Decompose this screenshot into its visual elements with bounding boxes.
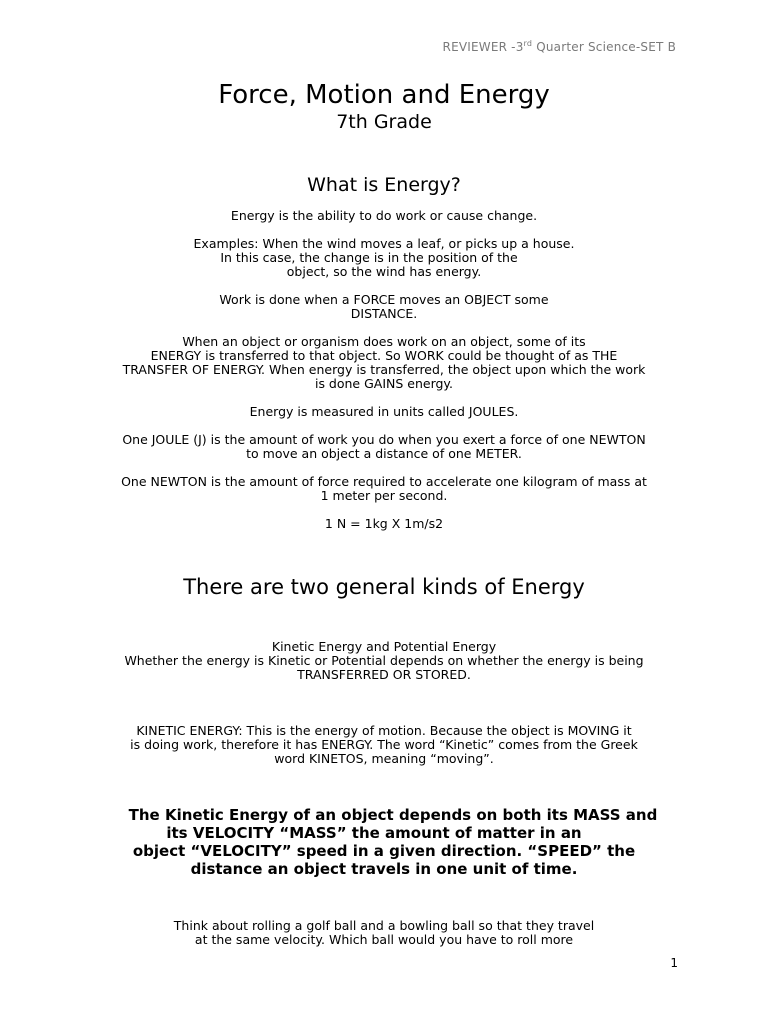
- section-heading-kinds-of-energy: There are two general kinds of Energy: [183, 575, 585, 599]
- paragraph-newton-definition: [0, 475, 768, 503]
- text-line: its VELOCITY “MASS” the amount of matter in an: [166, 824, 582, 842]
- paragraph-examples: [0, 237, 768, 279]
- section-heading-what-is-energy: What is Energy?: [307, 174, 461, 196]
- text-line: Whether the energy is Kinetic or Potential depends on whether the energy is being: [124, 653, 644, 668]
- paragraph-kinetic-dependence: [0, 806, 768, 878]
- header-superscript: rd: [523, 39, 533, 48]
- paragraph-kinds: [0, 640, 768, 682]
- paragraph-work: [0, 293, 768, 321]
- text-line: One NEWTON is the amount of force required to accelerate one kilogram of mass at: [121, 474, 647, 489]
- header-prefix: REVIEWER -3: [442, 40, 524, 54]
- text-line: 1 meter per second.: [320, 488, 448, 503]
- text-line: Examples: When the wind moves a leaf, or picks up a house.: [193, 236, 575, 251]
- paragraph-definition: [0, 209, 768, 223]
- paragraph-energy-transfer: [0, 335, 768, 391]
- text-line: TRANSFERRED OR STORED.: [297, 667, 471, 682]
- document-title: Force, Motion and Energy: [218, 80, 550, 110]
- text-line: Think about rolling a golf ball and a bowling ball so that they travel: [173, 918, 595, 933]
- document-subtitle: 7th Grade: [336, 111, 432, 133]
- paragraph-joule-definition: [0, 433, 768, 461]
- text-line: When an object or organism does work on an object, some of its: [182, 334, 586, 349]
- text-line: object, so the wind has energy.: [286, 264, 482, 279]
- document-header: [443, 39, 676, 54]
- text-line: is doing work, therefore it has ENERGY. The word “Kinetic” comes from the Greek: [130, 737, 638, 752]
- text-line: is done GAINS energy.: [314, 376, 454, 391]
- text-line: TRANSFER OF ENERGY. When energy is transferred, the object upon which the work: [122, 362, 646, 377]
- text-line: One JOULE (J) is the amount of work you do when you exert a force of one NEWTON: [122, 432, 646, 447]
- header-suffix: Quarter Science-SET B: [532, 40, 676, 54]
- text-line: ENERGY is transferred to that object. So WORK could be thought of as THE: [150, 348, 618, 363]
- text-line: DISTANCE.: [350, 306, 418, 321]
- text-line: distance an object travels in one unit of time.: [190, 860, 578, 878]
- text-line: word KINETOS, meaning “moving”.: [274, 751, 494, 766]
- text-line: Kinetic Energy and Potential Energy: [271, 639, 497, 654]
- text-line: Energy is measured in units called JOULES.: [249, 404, 519, 419]
- text-line: In this case, the change is in the position of the: [220, 250, 518, 265]
- paragraph-joules: [0, 405, 768, 419]
- text-line: at the same velocity. Which ball would you have to roll more: [194, 932, 574, 947]
- text-line: The Kinetic Energy of an object depends on both its MASS and: [128, 806, 658, 824]
- paragraph-golf-ball: [0, 919, 768, 947]
- page-number: 1: [670, 956, 678, 970]
- text-line: Energy is the ability to do work or cause change.: [230, 208, 538, 223]
- text-line: KINETIC ENERGY: This is the energy of motion. Because the object is MOVING it: [136, 723, 632, 738]
- text-line: to move an object a distance of one METER.: [246, 446, 522, 461]
- text-line: Work is done when a FORCE moves an OBJECT some: [219, 292, 549, 307]
- paragraph-formula: [0, 517, 768, 531]
- paragraph-kinetic-energy: [0, 724, 768, 766]
- text-line: object “VELOCITY” speed in a given direction. “SPEED” the: [132, 842, 636, 860]
- text-line: 1 N = 1kg X 1m/s2: [324, 516, 444, 531]
